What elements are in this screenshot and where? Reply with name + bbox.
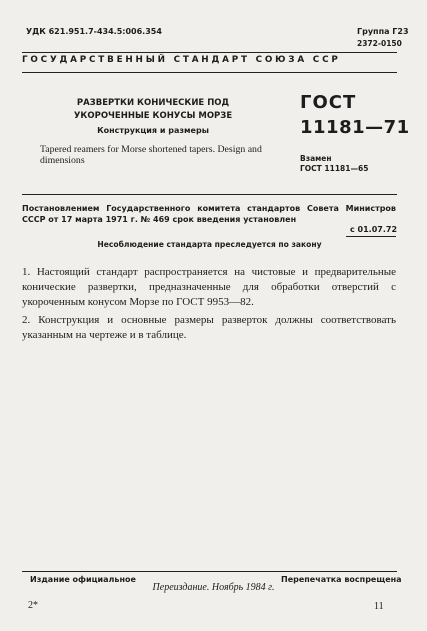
decree-rule <box>22 194 397 195</box>
group-code: Группа Г23 <box>357 27 409 36</box>
header-rule <box>22 72 397 73</box>
official-edition: Издание официальное <box>30 575 136 584</box>
paragraph-2: 2. Конструкция и основные размеры разверток должны соответствовать указанным на чертеже и в таблице. <box>22 314 396 341</box>
document-subtitle: Конструкция и размеры <box>97 126 209 135</box>
page-number: 11 <box>374 601 384 612</box>
gost-label: ГОСТ <box>300 92 357 113</box>
effective-date: с 01.07.72 <box>350 225 398 234</box>
top-rule <box>22 52 397 53</box>
footer-rule <box>22 571 397 572</box>
legal-warning: Несоблюдение стандарта преследуется по закону <box>97 240 322 249</box>
reprint-note: Переиздание. Ноябрь 1984 г. <box>152 582 275 593</box>
date-underline <box>346 236 396 237</box>
replaced-standard: ГОСТ 11181—65 <box>300 164 369 173</box>
udk-code: УДК 621.951.7-434.5:006.354 <box>26 27 162 36</box>
document-title: РАЗВЕРТКИ КОНИЧЕСКИЕ ПОД УКОРОЧЕННЫЕ КОНУСЫ МОРЗЕ <box>73 98 233 121</box>
paragraph-1: 1. Настоящий стандарт распространяется на чистовые и предварительные конические развертки, предназначенные для обработки отверстий с укороченным конусом Морзе по ГОСТ 9953—82. <box>22 266 396 308</box>
replace-label: Взамен <box>300 154 332 163</box>
page-mark-left: 2* <box>28 600 38 611</box>
gost-number: 11181—71 <box>300 117 410 138</box>
classification-code: 2372-0150 <box>357 39 402 48</box>
reprint-prohibited: Перепечатка воспрещена <box>281 575 402 584</box>
decree-text: Постановлением Государственного комитета стандартов Совета Министров СССР от 17 марта 1971 г. № 469 срок введения установлен <box>22 204 396 224</box>
english-title: Tapered reamers for Morse shortened tapers. Design and dimensions <box>40 144 262 166</box>
standard-header: ГОСУДАРСТВЕННЫЙ СТАНДАРТ СОЮЗА ССР <box>22 55 341 65</box>
